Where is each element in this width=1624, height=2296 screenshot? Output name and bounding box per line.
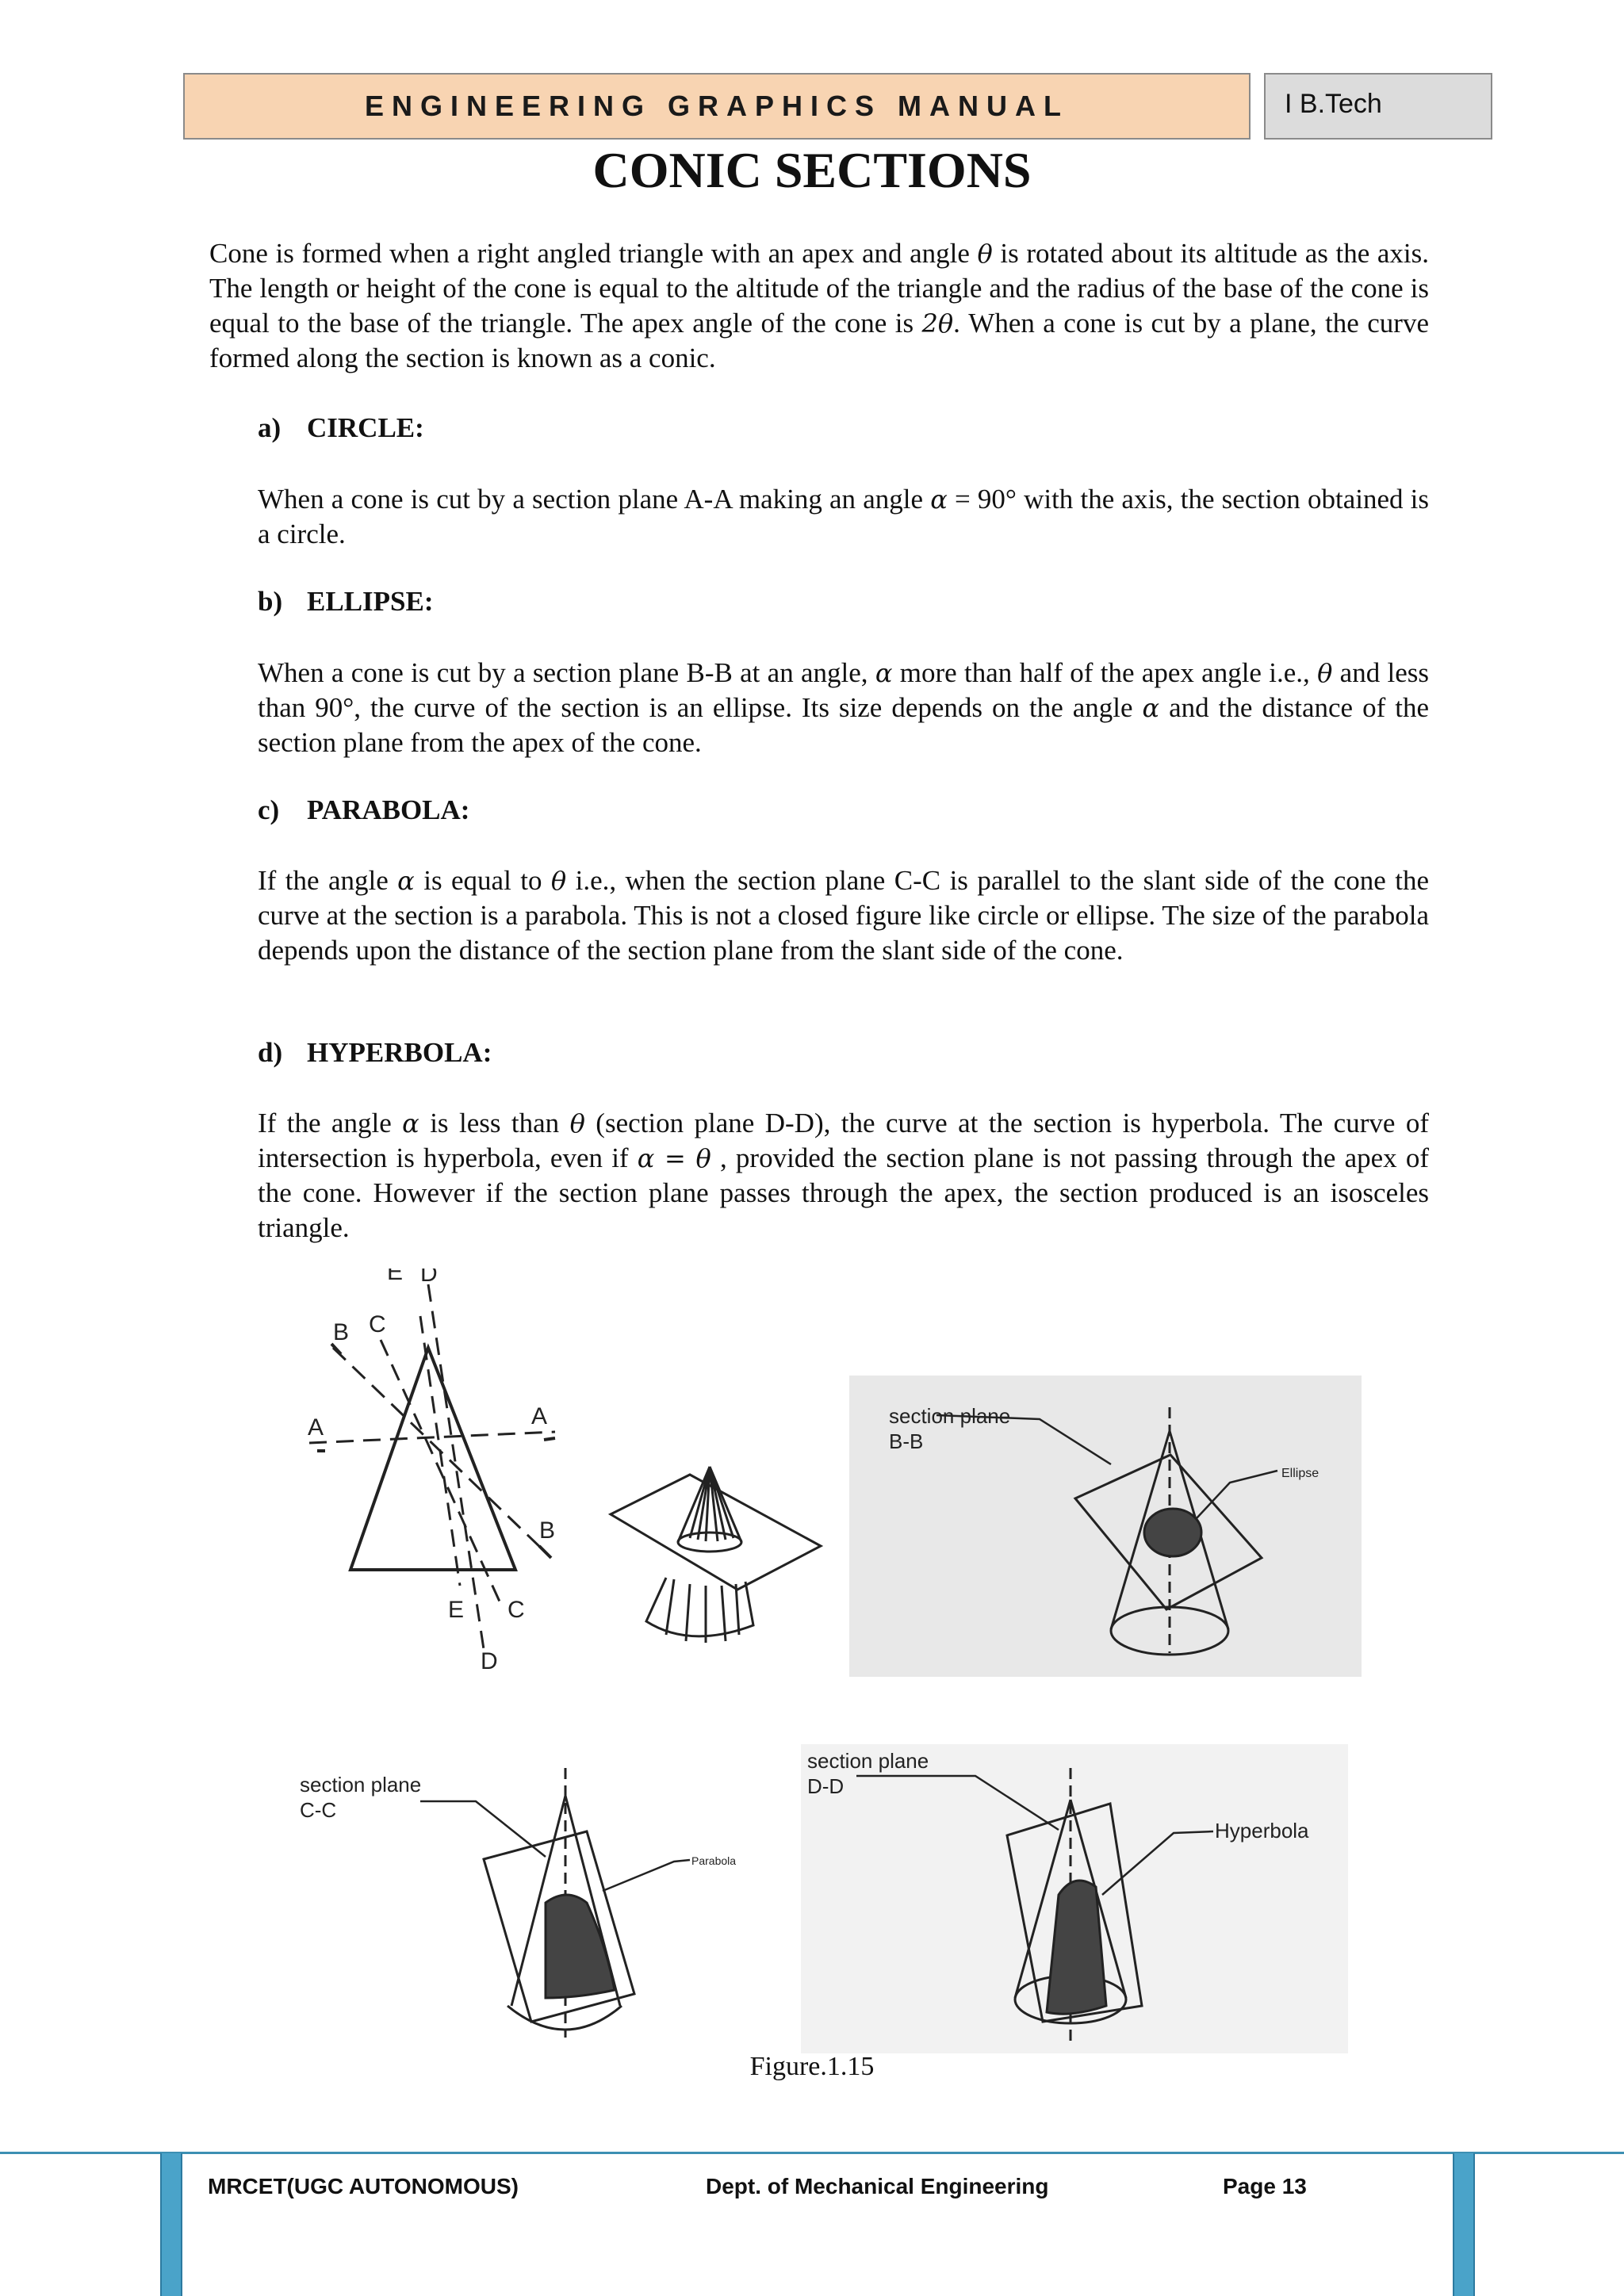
cone-elevation-figure <box>293 1269 595 1673</box>
cone-circle-figure <box>603 1459 825 1649</box>
intro-text-2: is rotated about its altitude as the axis. The length or height of the cone is equal to the altitude of the triangle and the radius of the base of the cone is equal to the base of the triangle. The apex angle of the cone is <box>209 238 1430 339</box>
circle-text-1: When a cone is cut by a section plane A-A making an angle <box>258 484 931 515</box>
hyperbola-section-figure <box>801 1744 1348 2053</box>
footer-left-bar <box>160 2153 182 2296</box>
parabola-paragraph <box>258 863 1429 968</box>
label-b-bottom: B <box>539 1517 556 1544</box>
parabola-text-3: i.e., when the section plane C-C is parallel to the slant side of the cone the curve at the section is a parabola. This is not a closed figure like circle or ellipse. The size of the parabola depends upon the distance of the section plane from the slant side of the cone. <box>258 865 1429 966</box>
label-c-top: C <box>369 1311 386 1337</box>
label-b-top: B <box>333 1319 350 1345</box>
hyperbola-paragraph <box>258 1106 1429 1246</box>
circle-paragraph <box>258 482 1429 552</box>
manual-title: ENGINEERING GRAPHICS MANUAL <box>364 90 1070 122</box>
intro-text-3: . When a cone is cut by a plane, the curve formed along the section is known as a conic. <box>209 308 1429 373</box>
cc-curve-label: Parabola <box>691 1854 737 1867</box>
footer-right-bar <box>1453 2153 1475 2296</box>
ellipse-text-1: When a cone is cut by a section plane B-B at an angle, <box>258 657 875 688</box>
parabola-section-figure <box>293 1752 785 2053</box>
label-d-bottom: D <box>481 1648 498 1673</box>
ellipse-letter: b) <box>258 586 283 617</box>
theta-symbol: θ <box>977 239 993 269</box>
label-d-top: D <box>420 1269 438 1287</box>
ellipse-paragraph <box>258 656 1429 760</box>
ellipse-text-3: and less than 90°, the curve of the section is an ellipse. Its size depends on the angle <box>258 657 1429 723</box>
theta-symbol: θ <box>569 1108 585 1138</box>
plane-a-line <box>309 1432 555 1443</box>
theta-symbol: θ <box>550 866 567 896</box>
footer-institution: MRCET(UGC AUTONOMOUS) <box>208 2174 519 2198</box>
alpha-symbol: α <box>875 658 893 688</box>
manual-title-box <box>183 73 1251 140</box>
label-a-right: A <box>531 1403 548 1429</box>
circle-title: CIRCLE: <box>307 412 424 443</box>
alpha-symbol: α <box>402 1108 419 1138</box>
ellipse-section-figure <box>849 1376 1362 1677</box>
ellipse-title: ELLIPSE: <box>307 586 434 617</box>
alpha-equals-theta: α = θ <box>637 1143 711 1173</box>
label-e-bottom: E <box>448 1597 465 1623</box>
parabola-text-2: is equal to <box>414 865 551 896</box>
intro-text-1: Cone is formed when a right angled triangle with an apex and angle <box>209 238 978 269</box>
dd-name-label: D-D <box>807 1774 845 1798</box>
intro-paragraph <box>209 236 1429 376</box>
two-theta-symbol: 2θ <box>921 308 954 339</box>
footer-rule <box>0 2152 1624 2154</box>
bb-curve-label: Ellipse <box>1281 1467 1320 1480</box>
hyperbola-title: HYPERBOLA: <box>307 1037 492 1068</box>
page-title: CONIC SECTIONS <box>592 142 1032 198</box>
alpha-symbol: α <box>930 484 948 515</box>
bb-name-label: B-B <box>889 1429 924 1453</box>
hyperbola-text-2: is less than <box>419 1108 570 1138</box>
label-a-left: A <box>308 1414 324 1441</box>
hyperbola-text-4: , provided the section plane is not passing through the apex of the cone. However if the section plane passes through the apex, the section produced is an isosceles triangle. <box>258 1142 1429 1243</box>
ellipse-heading <box>258 586 434 618</box>
bb-plane-label: section plane <box>889 1404 1011 1428</box>
parabola-text-1: If the angle <box>258 865 398 896</box>
parabola-letter: c) <box>258 794 280 825</box>
cc-plane-label: section plane <box>300 1773 422 1797</box>
ellipse-text-2: more than half of the apex angle i.e., <box>892 657 1318 688</box>
theta-symbol: θ <box>1317 658 1333 688</box>
figure-caption: Figure.1.15 <box>749 2052 875 2081</box>
hyperbola-letter: d) <box>258 1037 283 1068</box>
label-e-top: E <box>387 1269 404 1285</box>
footer-page-number: Page 13 <box>1223 2174 1307 2198</box>
circle-text-2: = 90° with the axis, the section obtained is a circle. <box>258 484 1430 549</box>
circle-letter: a) <box>258 412 282 443</box>
year-label: I B.Tech <box>1264 73 1492 140</box>
hyperbola-text-3: (section plane D-D), the curve at the section is hyperbola. The curve of intersection is hyperbola, even if <box>258 1108 1429 1173</box>
parabola-title: PARABOLA: <box>307 794 470 825</box>
parabola-heading <box>258 794 469 826</box>
label-c-bottom: C <box>508 1597 525 1623</box>
alpha-symbol: α <box>397 866 415 896</box>
hyperbola-text-1: If the angle <box>258 1108 403 1138</box>
ellipse-text-4: and the distance of the section plane from the apex of the cone. <box>258 692 1429 758</box>
circle-heading <box>258 412 424 444</box>
dd-plane-label: section plane <box>807 1749 929 1773</box>
dd-curve-label: Hyperbola <box>1215 1819 1309 1843</box>
alpha-symbol: α <box>1142 693 1160 723</box>
hyperbola-heading <box>258 1037 492 1069</box>
footer-department: Dept. of Mechanical Engineering <box>706 2174 1049 2198</box>
cc-name-label: C-C <box>300 1798 337 1822</box>
